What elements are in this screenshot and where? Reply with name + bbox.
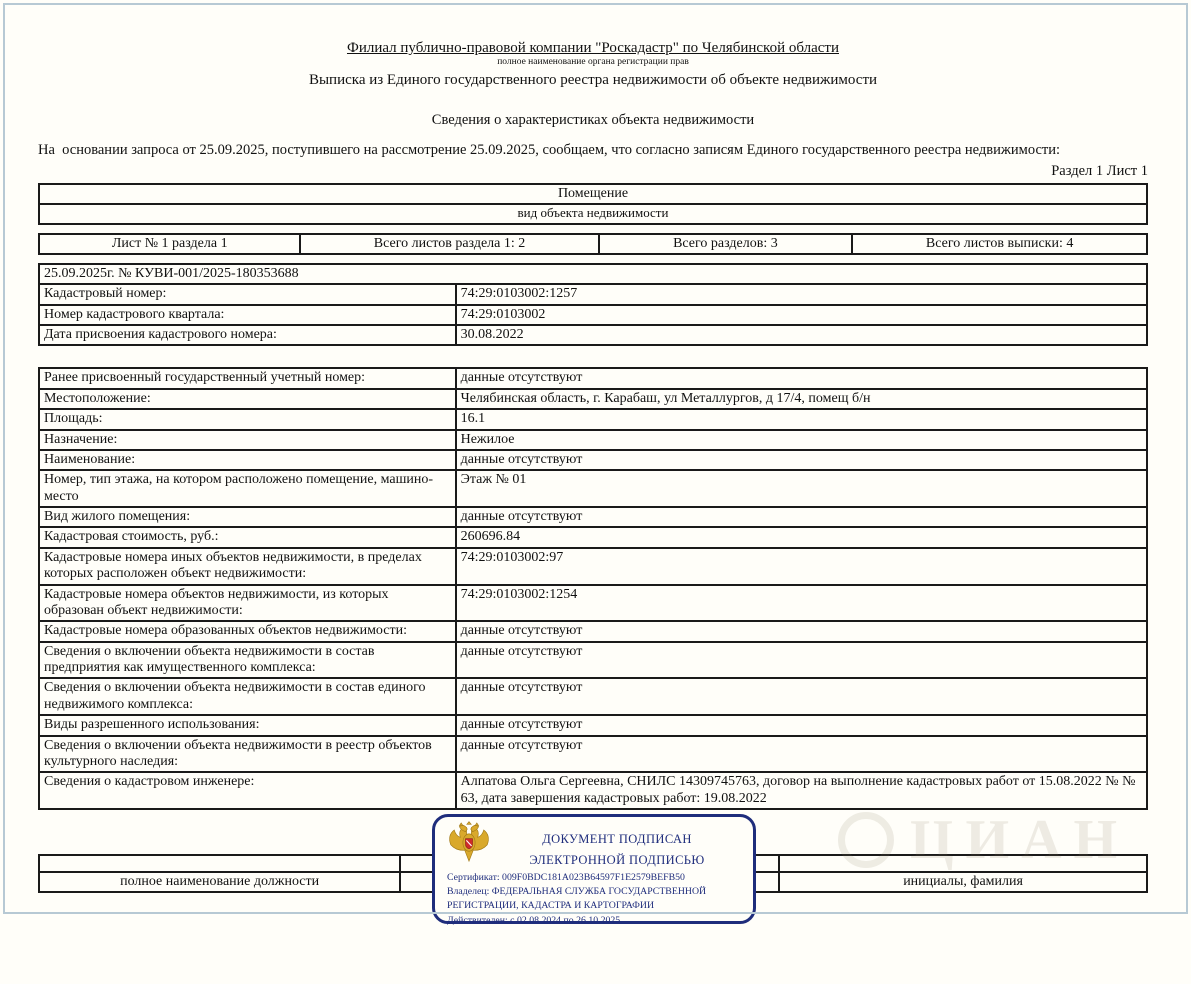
signature-cell-empty: [39, 855, 400, 872]
details-row-label: Наименование:: [39, 450, 456, 470]
details-row-value: данные отсутствуют: [456, 368, 1147, 388]
details-row-label: Местоположение:: [39, 389, 456, 409]
org-name-caption: полное наименование органа регистрации прав: [497, 57, 689, 67]
sheet-info-cell: Всего листов раздела 1: 2: [300, 234, 598, 254]
details-row-label: Площадь:: [39, 409, 456, 429]
details-row-label: Кадастровые номера иных объектов недвижимости, в пределах которых расположен объект недвижимости:: [39, 548, 456, 585]
object-type-caption: вид объекта недвижимости: [39, 204, 1147, 223]
details-row-value: данные отсутствуют: [456, 736, 1147, 773]
signature-name-caption: инициалы, фамилия: [779, 872, 1147, 892]
stamp-owner-line2: РЕГИСТРАЦИИ, КАДАСТРА И КАРТОГРАФИИ: [447, 900, 655, 912]
request-line: На основании запроса от 25.09.2025, поступившего на рассмотрение 25.09.2025, сообщаем, что согласно записям Единого государственного реестра недвижимости:: [38, 142, 1061, 158]
stamp-owner-line1: Владелец: ФЕДЕРАЛЬНАЯ СЛУЖБА ГОСУДАРСТВЕННОЙ: [447, 886, 707, 898]
stamp-title-line2: ЭЛЕКТРОННОЙ ПОДПИСЬЮ: [529, 853, 705, 868]
details-table: [38, 367, 1148, 810]
stamp-title: [491, 823, 743, 868]
details-row-value: Челябинская область, г. Карабаш, ул Металлургов, д 17/4, помещ б/н: [456, 389, 1147, 409]
org-name: Филиал публично-правовой компании "Роскадастр" по Челябинской области: [346, 40, 839, 56]
document-content: [38, 0, 1148, 984]
details-row-label: Вид жилого помещения:: [39, 507, 456, 527]
registry-row-value: 74:29:0103002:1257: [456, 284, 1147, 304]
stamp-validity: Действителен: с 02.08.2024 по 26.10.2025: [447, 914, 621, 926]
sheet-info-cell: Всего листов выписки: 4: [852, 234, 1147, 254]
document-title: Выписка из Единого государственного реестра недвижимости об объекте недвижимости: [308, 72, 878, 88]
stamp-title-line1: ДОКУМЕНТ ПОДПИСАН: [542, 832, 692, 847]
object-type-value: Помещение: [39, 184, 1147, 204]
registry-row-value: 74:29:0103002: [456, 305, 1147, 325]
section-title: Сведения о характеристиках объекта недвижимости: [431, 112, 755, 128]
registry-table: [38, 263, 1148, 347]
watermark: ЦИАН: [838, 808, 1129, 872]
details-row-value: данные отсутствуют: [456, 678, 1147, 715]
details-row-label: Кадастровая стоимость, руб.:: [39, 527, 456, 547]
details-row-value: данные отсутствуют: [456, 507, 1147, 527]
registry-row-label: Номер кадастрового квартала:: [39, 305, 456, 325]
details-row-value: 260696.84: [456, 527, 1147, 547]
details-row-value: Этаж № 01: [456, 470, 1147, 507]
details-row-value: данные отсутствуют: [456, 642, 1147, 679]
sheet-info-table: [38, 233, 1148, 255]
details-row-label: Сведения о кадастровом инженере:: [39, 772, 456, 809]
details-row-value: данные отсутствуют: [456, 450, 1147, 470]
details-row-label: Ранее присвоенный государственный учетный номер:: [39, 368, 456, 388]
esign-stamp: [432, 814, 756, 924]
details-row-label: Сведения о включении объекта недвижимости в состав единого недвижимого комплекса:: [39, 678, 456, 715]
stamp-certificate: Сертификат: 009F0BDC181A023B64597F1E2579BEFB50: [447, 872, 685, 884]
signature-block: [38, 809, 1148, 984]
sheet-info-cell: Лист № 1 раздела 1: [39, 234, 300, 254]
details-row-value: 16.1: [456, 409, 1147, 429]
signature-cell-empty: [779, 855, 1147, 872]
section-page-label: Раздел 1 Лист 1: [1051, 163, 1148, 179]
details-row-label: Сведения о включении объекта недвижимости в реестр объектов культурного наследия:: [39, 736, 456, 773]
stamp-header: [435, 817, 753, 868]
details-row-label: Номер, тип этажа, на котором расположено помещение, машино-место: [39, 470, 456, 507]
details-row-value: данные отсутствуют: [456, 621, 1147, 641]
signature-position-caption: полное наименование должности: [39, 872, 400, 892]
stamp-details: [435, 868, 753, 934]
details-row-label: Сведения о включении объекта недвижимости в состав предприятия как имущественного комплекса:: [39, 642, 456, 679]
registry-row-label: Кадастровый номер:: [39, 284, 456, 304]
details-row-label: Виды разрешенного использования:: [39, 715, 456, 735]
sheet-info-cell: Всего разделов: 3: [599, 234, 853, 254]
details-row-value: данные отсутствуют: [456, 715, 1147, 735]
object-type-table: [38, 183, 1148, 225]
registry-row-label: Дата присвоения кадастрового номера:: [39, 325, 456, 345]
coat-of-arms-icon: [447, 823, 491, 868]
details-row-label: Кадастровые номера объектов недвижимости, из которых образован объект недвижимости:: [39, 585, 456, 622]
doc-number: 25.09.2025г. № КУВИ-001/2025-180353688: [39, 264, 1147, 284]
details-row-value: 74:29:0103002:97: [456, 548, 1147, 585]
details-row-label: Назначение:: [39, 430, 456, 450]
details-row-value: Алпатова Ольга Сергеевна, СНИЛС 14309745763, договор на выполнение кадастровых работ от 15.08.2022 № № 63, дата завершения кадастровых работ: 19.08.2022: [456, 772, 1147, 809]
details-row-value: 74:29:0103002:1254: [456, 585, 1147, 622]
details-row-value: Нежилое: [456, 430, 1147, 450]
registry-row-value: 30.08.2022: [456, 325, 1147, 345]
details-row-label: Кадастровые номера образованных объектов недвижимости:: [39, 621, 456, 641]
